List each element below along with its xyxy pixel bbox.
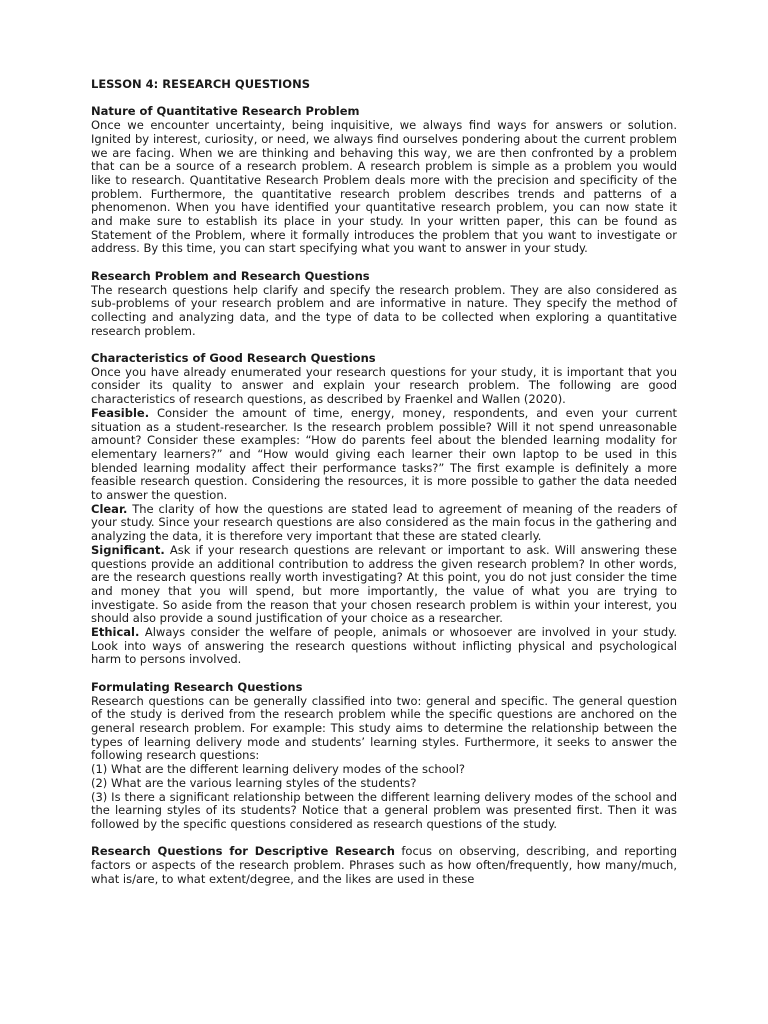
paragraph-nature: Once we encounter uncertainty, being inquisitive, we always find ways for answers or solution. Ignited by interest, curiosity, or need, we always find ourselves pondering about the current problem we are facing. When we are thinking and behaving this way, we are then confronted by a problem that can be a source of a research problem. A research problem is simple as a problem you would like to research. Quantitative Research Problem deals more with the precision and specificity of the problem. Furthermore, the quantitative research problem describes trends and patterns of a phenomenon. When you have identified your quantitative research problem, you can now state it and make sure to establish its place in your study. In your written paper, this can be found as Statement of the Problem, where it formally introduces the problem that you want to investigate or address. By this time, you can start specifying what you want to answer in your study. bbox=[91, 118, 677, 256]
term-significant: Significant. bbox=[91, 542, 165, 557]
lesson-title: LESSON 4: RESEARCH QUESTIONS bbox=[91, 77, 310, 91]
section-heading-characteristics: Characteristics of Good Research Questions bbox=[91, 351, 376, 366]
characteristic-ethical bbox=[91, 626, 677, 667]
term-descriptive: Research Questions for Descriptive Research bbox=[91, 844, 395, 859]
text-significant: Ask if your research questions are relevant or important to ask. Will answering these questions provide an additional contribution to address the given research problem? In other words, are the research questions really worth investigating? At this point, you do not just consider the time and money that you will spend, but more importantly, the value of what you are trying to investigate. So aside from the reason that your chosen research problem is within your interest, you should also provide a sound justification of your choice as a researcher. bbox=[91, 542, 677, 626]
paragraph-descriptive bbox=[91, 845, 677, 886]
characteristic-clear bbox=[91, 503, 677, 544]
text-feasible: Consider the amount of time, energy, money, respondents, and even your current situation as a student-researcher. Is the research problem possible? Will it not spend unreasonable amount? Consider these examples: “How do parents feel about the blended learning modality for elementary learners?” and “How would giving each learner their own laptop to be used in this blended learning modality affect their performance tasks?” The first example is definitely a more feasible research question. Considering the resources, it is more possible to gather the data needed to answer the question. bbox=[91, 405, 677, 503]
list-item-question-3: (3) Is there a significant relationship between the different learning delivery modes of the school and the learning styles of its students? Notice that a general problem was presented first. Then it was followed by the specific questions considered as research questions of the study. bbox=[91, 789, 677, 831]
term-ethical: Ethical. bbox=[91, 625, 140, 640]
term-clear: Clear. bbox=[91, 501, 128, 516]
paragraph-characteristics-intro: Once you have already enumerated your research questions for your study, it is important that you consider its quality to answer and explain your research problem. The following are good characteristics of research questions, as described by Fraenkel and Wallen (2020). bbox=[91, 364, 677, 407]
list-item-question-2: (2) What are the various learning styles of the students? bbox=[91, 775, 417, 790]
list-item-question-1: (1) What are the different learning delivery modes of the school? bbox=[91, 762, 466, 777]
text-clear: The clarity of how the questions are stated lead to agreement of meaning of the readers of your study. Since your research questions are also considered as the main focus in the gathering and analyzing the data, it is therefore very important that these are stated clearly. bbox=[91, 501, 677, 544]
term-feasible: Feasible. bbox=[91, 405, 150, 420]
section-heading-nature: Nature of Quantitative Research Problem bbox=[91, 104, 360, 119]
text-descriptive: focus on observing, describing, and reporting factors or aspects of the research problem. Phrases such as how often/frequently, how many/much, what is/are, to what extent/degree, and the likes are used in these bbox=[91, 844, 677, 886]
text-ethical: Always consider the welfare of people, animals or whosoever are involved in your study. Look into ways of answering the research questions without inflicting physical and psychological harm to persons involved. bbox=[91, 625, 677, 667]
section-heading-research-problem: Research Problem and Research Questions bbox=[91, 268, 370, 283]
characteristic-significant bbox=[91, 544, 677, 626]
characteristic-feasible bbox=[91, 407, 677, 503]
section-heading-formulating: Formulating Research Questions bbox=[91, 679, 303, 694]
paragraph-research-problem: The research questions help clarify and specify the research problem. They are also considered as sub-problems of your research problem and are informative in nature. They specify the method of collecting and analyzing data, and the type of data to be collected when exploring a quantitative research problem. bbox=[91, 282, 677, 338]
paragraph-formulating: Research questions can be generally classified into two: general and specific. The general question of the study is derived from the research problem while the specific questions are anchored on the general research problem. For example: This study aims to determine the relationship between the types of learning delivery mode and students’ learning styles. Furthermore, it seeks to answer the following research questions: bbox=[91, 693, 677, 763]
